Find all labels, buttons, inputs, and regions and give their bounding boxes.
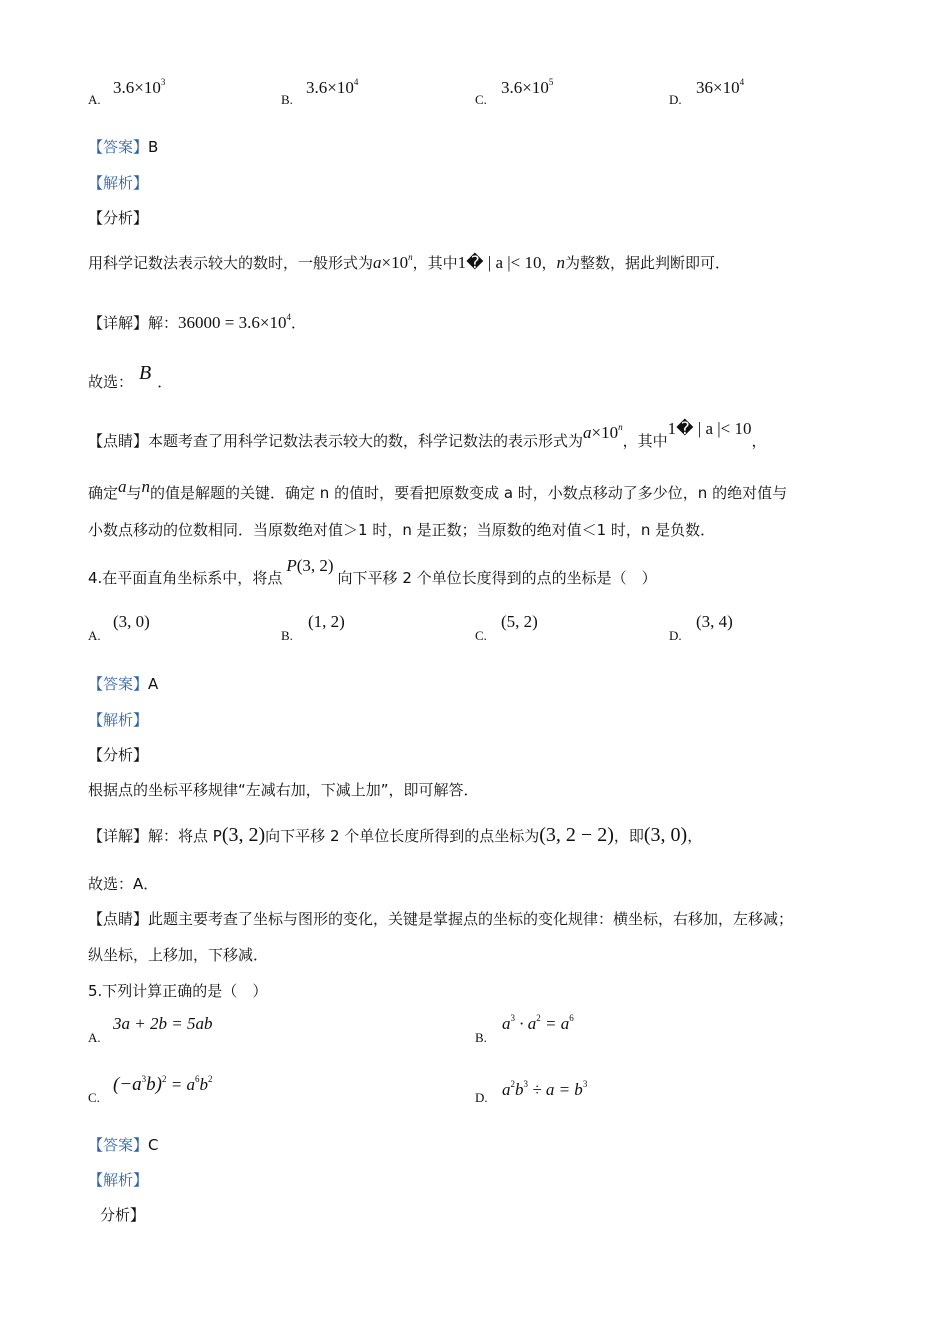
option-label: C. (88, 1090, 100, 1105)
option-value: $(-a^3b)^2 = a^6b^2$ (113, 1074, 213, 1095)
q4-xiangjie: 【详解】解：将点 P(3, 2)向下平移 2 个单位长度所得到的点坐标为(3, 2 − 2)，即(3, 0)， (88, 824, 703, 846)
option-value: $a^3 \cdot a^2 = a^6$ (502, 1013, 574, 1033)
option-value: $3.6\times 10^5$ (501, 77, 554, 97)
q4-fenxi-text: 根据点的坐标平移规律“左减右加，下减上加”，即可解答． (88, 781, 479, 799)
option-label: A. (88, 628, 101, 643)
option-value: (5, 2) (501, 612, 538, 631)
option-label: B. (475, 1030, 487, 1045)
q5-jiexi-tag: 【解析】 (88, 1171, 149, 1189)
answer-tag: 【答案】 (88, 138, 149, 156)
q4-stem: 4.在平面直角坐标系中，将点P(3, 2)向下平移 2 个单位长度得到的点的坐标是（ ） (88, 556, 657, 587)
option-value: $3.6\times 10^3$ (113, 77, 166, 97)
answer-value: B (148, 138, 159, 156)
option-label: D. (669, 628, 682, 643)
option-value: (1, 2) (308, 612, 345, 631)
q5-stem: 5.下列计算正确的是（ ） (88, 982, 268, 1000)
answer-value: C (148, 1136, 159, 1154)
q4-jiexi-tag: 【解析】 (88, 711, 149, 729)
option-value: $36\times 10^4$ (696, 77, 745, 97)
q3-xiangjie: 【详解】解：$36000 = 3.6\times 10^4$． (88, 312, 306, 332)
option-value: $3.6\times 10^4$ (306, 77, 359, 97)
q3-guxuan: 故选： B ． (88, 362, 173, 391)
option-value: $a^2b^3 \div a = b^3$ (502, 1079, 588, 1099)
q4-fenxi-tag: 【分析】 (88, 746, 149, 764)
q4-dianjing-line1: 【点睛】此题主要考查了坐标与图形的变化，关键是掌握点的坐标的变化规律：横坐标，右移加，左移减； (88, 910, 794, 928)
q3-answer (88, 136, 158, 157)
option-label: B. (281, 92, 293, 107)
q4-guxuan: 故选：A． (88, 875, 159, 893)
option-value: (3, 0) (113, 612, 150, 631)
q3-fenxi-text: 用科学记数法表示较大的数时，一般形式为$a\times 10^n$，其中1� | a |< 10，n为整数，据此判断即可． (88, 252, 731, 272)
q4-dianjing-line2: 纵坐标，上移加，下移减． (88, 946, 269, 964)
option-value: 3a + 2b = 5ab (113, 1014, 213, 1033)
q3-dianjing-line3: 小数点移动的位数相同．当原数绝对值＞1 时，n 是正数；当原数的绝对值＜1 时，n 是负数． (88, 521, 716, 539)
q5-answer (88, 1134, 159, 1155)
q3-dianjing: 【点睛】本题考查了用科学记数法表示较大的数，科学记数法的表示形式为$a\times 10^n$，其中1� | a |< 10， (88, 419, 767, 450)
option-label: A. (88, 92, 101, 107)
q5-fenxi-partial: 分析】 (100, 1206, 146, 1224)
option-label: B. (281, 628, 293, 643)
answer-tag: 【答案】 (88, 675, 149, 693)
q3-dianjing-line2: 确定a与n的值是解题的关键．确定 n 的值时，要看把原数变成 a 时，小数点移动了多少位，n 的绝对值与 (88, 477, 788, 502)
option-label: D. (475, 1090, 488, 1105)
option-label: C. (475, 92, 487, 107)
q3-fenxi-tag: 【分析】 (88, 209, 149, 227)
option-label: A. (88, 1030, 101, 1045)
answer-value: A (148, 675, 159, 693)
option-label: C. (475, 628, 487, 643)
option-value: (3, 4) (696, 612, 733, 631)
q3-jiexi-tag: 【解析】 (88, 174, 149, 192)
answer-tag: 【答案】 (88, 1136, 149, 1154)
option-label: D. (669, 92, 682, 107)
q4-answer (88, 673, 158, 694)
dianjing-tag: 【点睛】 (88, 432, 149, 450)
xiangjie-tag: 【详解】 (88, 314, 149, 332)
